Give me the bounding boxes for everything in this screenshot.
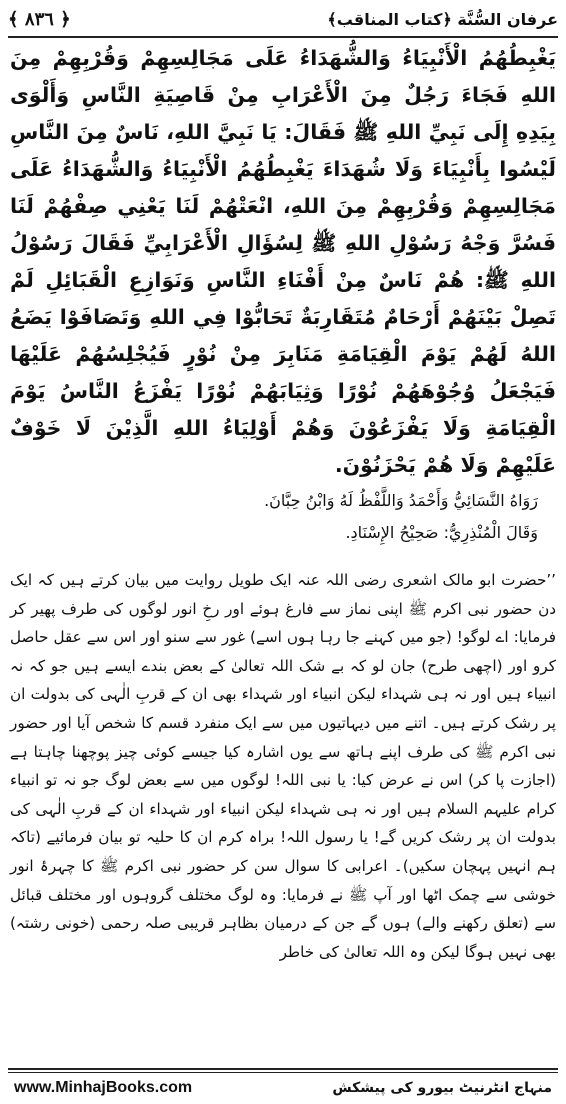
footer-credit: منہاج انٹرنیٹ بیورو کی پیشکش	[332, 1080, 552, 1096]
page-header	[8, 6, 558, 32]
running-title: عرفان السُّنَّة ﴿كتاب المناقب﴾	[327, 9, 558, 29]
page-footer	[14, 1076, 552, 1100]
page-number: ﴾ ٨٣٦ ﴿	[8, 8, 71, 30]
hadith-source: رَوَاهُ النَّسَائِيُّ وَأَحْمَدُ وَاللَّفْظُ لَهُ وَابْنُ حِبَّانَ.	[264, 491, 538, 510]
arabic-hadith-block	[10, 40, 556, 548]
urdu-translation-block	[10, 566, 556, 966]
arabic-hadith-text: يَغْبِطُهُمُ الْأَنْبِيَاءُ وَالشُّهَدَاءُ عَلَى مَجَالِسِهِمْ وَقُرْبِهِمْ مِنَ اللهِ فَجَاءَ رَجُلٌ مِنَ الْأَعْرَابِ مِنْ قَاصِيَةِ النَّاسِ وَأَلْوَى بِيَدِهِ إِلَى نَبِيِّ اللهِ ﷺ فَقَالَ: يَا نَبِيَّ اللهِ، نَاسٌ مِنَ النَّاسِ لَيْسُوا بِأَنْبِيَاءَ وَلَا شُهَدَاءَ يَغْبِطُهُمُ الْأَنْبِيَاءُ وَالشُّهَدَاءُ عَلَى مَجَالِسِهِمْ وَقُرْبِهِمْ مِنَ اللهِ، انْعَتْهُمْ لَنَا يَعْنِي صِفْهُمْ لَنَا فَسُرَّ وَجْهُ رَسُوْلِ اللهِ ﷺ لِسُؤَالِ الْأَعْرَابِيِّ فَقَالَ رَسُوْلُ اللهِ ﷺ: هُمْ نَاسٌ مِنْ أَفْنَاءِ النَّاسِ وَنَوَازِعِ الْقَبَائِلِ لَمْ تَصِلْ بَيْنَهُمْ أَرْحَامٌ مُتَقَارِبَةٌ تَحَابُّوْا فِي اللهِ وَتَصَافَوْا يَضَعُ اللهُ لَهُمْ يَوْمَ الْقِيَامَةِ مَنَابِرَ مِنْ نُوْرٍ فَيُجْلِسُهُمْ عَلَيْهَا فَيَجْعَلُ وُجُوْهَهُمْ نُوْرًا وَثِيَابَهُمْ نُوْرًا يَفْزَعُ النَّاسُ يَوْمَ الْقِيَامَةِ وَلَا يَفْزَعُوْنَ وَهُمْ أَوْلِيَاءُ اللهِ الَّذِيْنَ لَا خَوْفٌ عَلَيْهِمْ وَلَا هُمْ يَحْزَنُوْنَ.	[10, 46, 556, 477]
hadith-grading: وَقَالَ الْمُنْذِرِيُّ: صَحِيْحُ الإِسْنَادِ.	[345, 523, 538, 542]
footer-website-link[interactable]: www.MinhajBooks.com	[14, 1079, 193, 1096]
header-rule	[8, 36, 558, 38]
footer-rule	[8, 1068, 558, 1070]
footer-rule-thin	[8, 1072, 558, 1073]
urdu-translation-text: ’’حضرت ابو مالک اشعری رضی اللہ عنہ ایک طویل روایت میں بیان کرتے ہیں کہ ایک دن حضور نبی اکرم ﷺ اپنی نماز سے فارغ ہوئے اور رخِ انور لوگوں کی طرف پھیر کر فرمایا: اے لوگو! (جو میں کہنے جا رہا ہوں اسے) غور سے سنو اور اس سے عقل حاصل کرو اور (اچھی طرح) جان لو کہ بے شک اللہ تعالیٰ کے بعض بندے ایسے ہیں جو کہ نہ انبیاء ہیں اور نہ ہی شہداء لیکن انبیاء اور شہداء بھی ان کے قربِ الٰہی کی بدولت ان پر رشک کرتے ہیں۔ اتنے میں دیہاتیوں میں سے ایک منفرد قسم کا شخص آیا اور حضور نبی اکرم ﷺ کی طرف اپنے ہاتھ سے یوں اشارہ کیا جیسے کوئی چیز پوچھنا چاہتا ہے (اجازت پا کر) اس نے عرض کیا: یا نبی اللہ! لوگوں میں سے بعض لوگ جو نہ تو انبیاء کرام علیہم السلام ہیں اور نہ ہی شہداء لیکن انبیاء اور شہداء ان کے قربِ الٰہی کی بدولت ان پر رشک کریں گے! یا رسول اللہ! براہ کرم ان کا حلیہ تو بیان فرمائیے (تاکہ ہم انہیں پہچان سکیں)۔ اعرابی کا سوال سن کر حضور نبی اکرم ﷺ کا چہرۂ انور خوشی سے چمک اٹھا اور آپ ﷺ نے فرمایا: وہ لوگ مختلف گروہوں اور مختلف قبائل سے (تعلق رکھنے والے) ہوں گے جن کے درمیان بظاہر قریبی صلہ رحمی (خونی رشتہ) بھی نہیں ہوگا لیکن وہ اللہ تعالیٰ کی خاطر	[10, 571, 556, 961]
